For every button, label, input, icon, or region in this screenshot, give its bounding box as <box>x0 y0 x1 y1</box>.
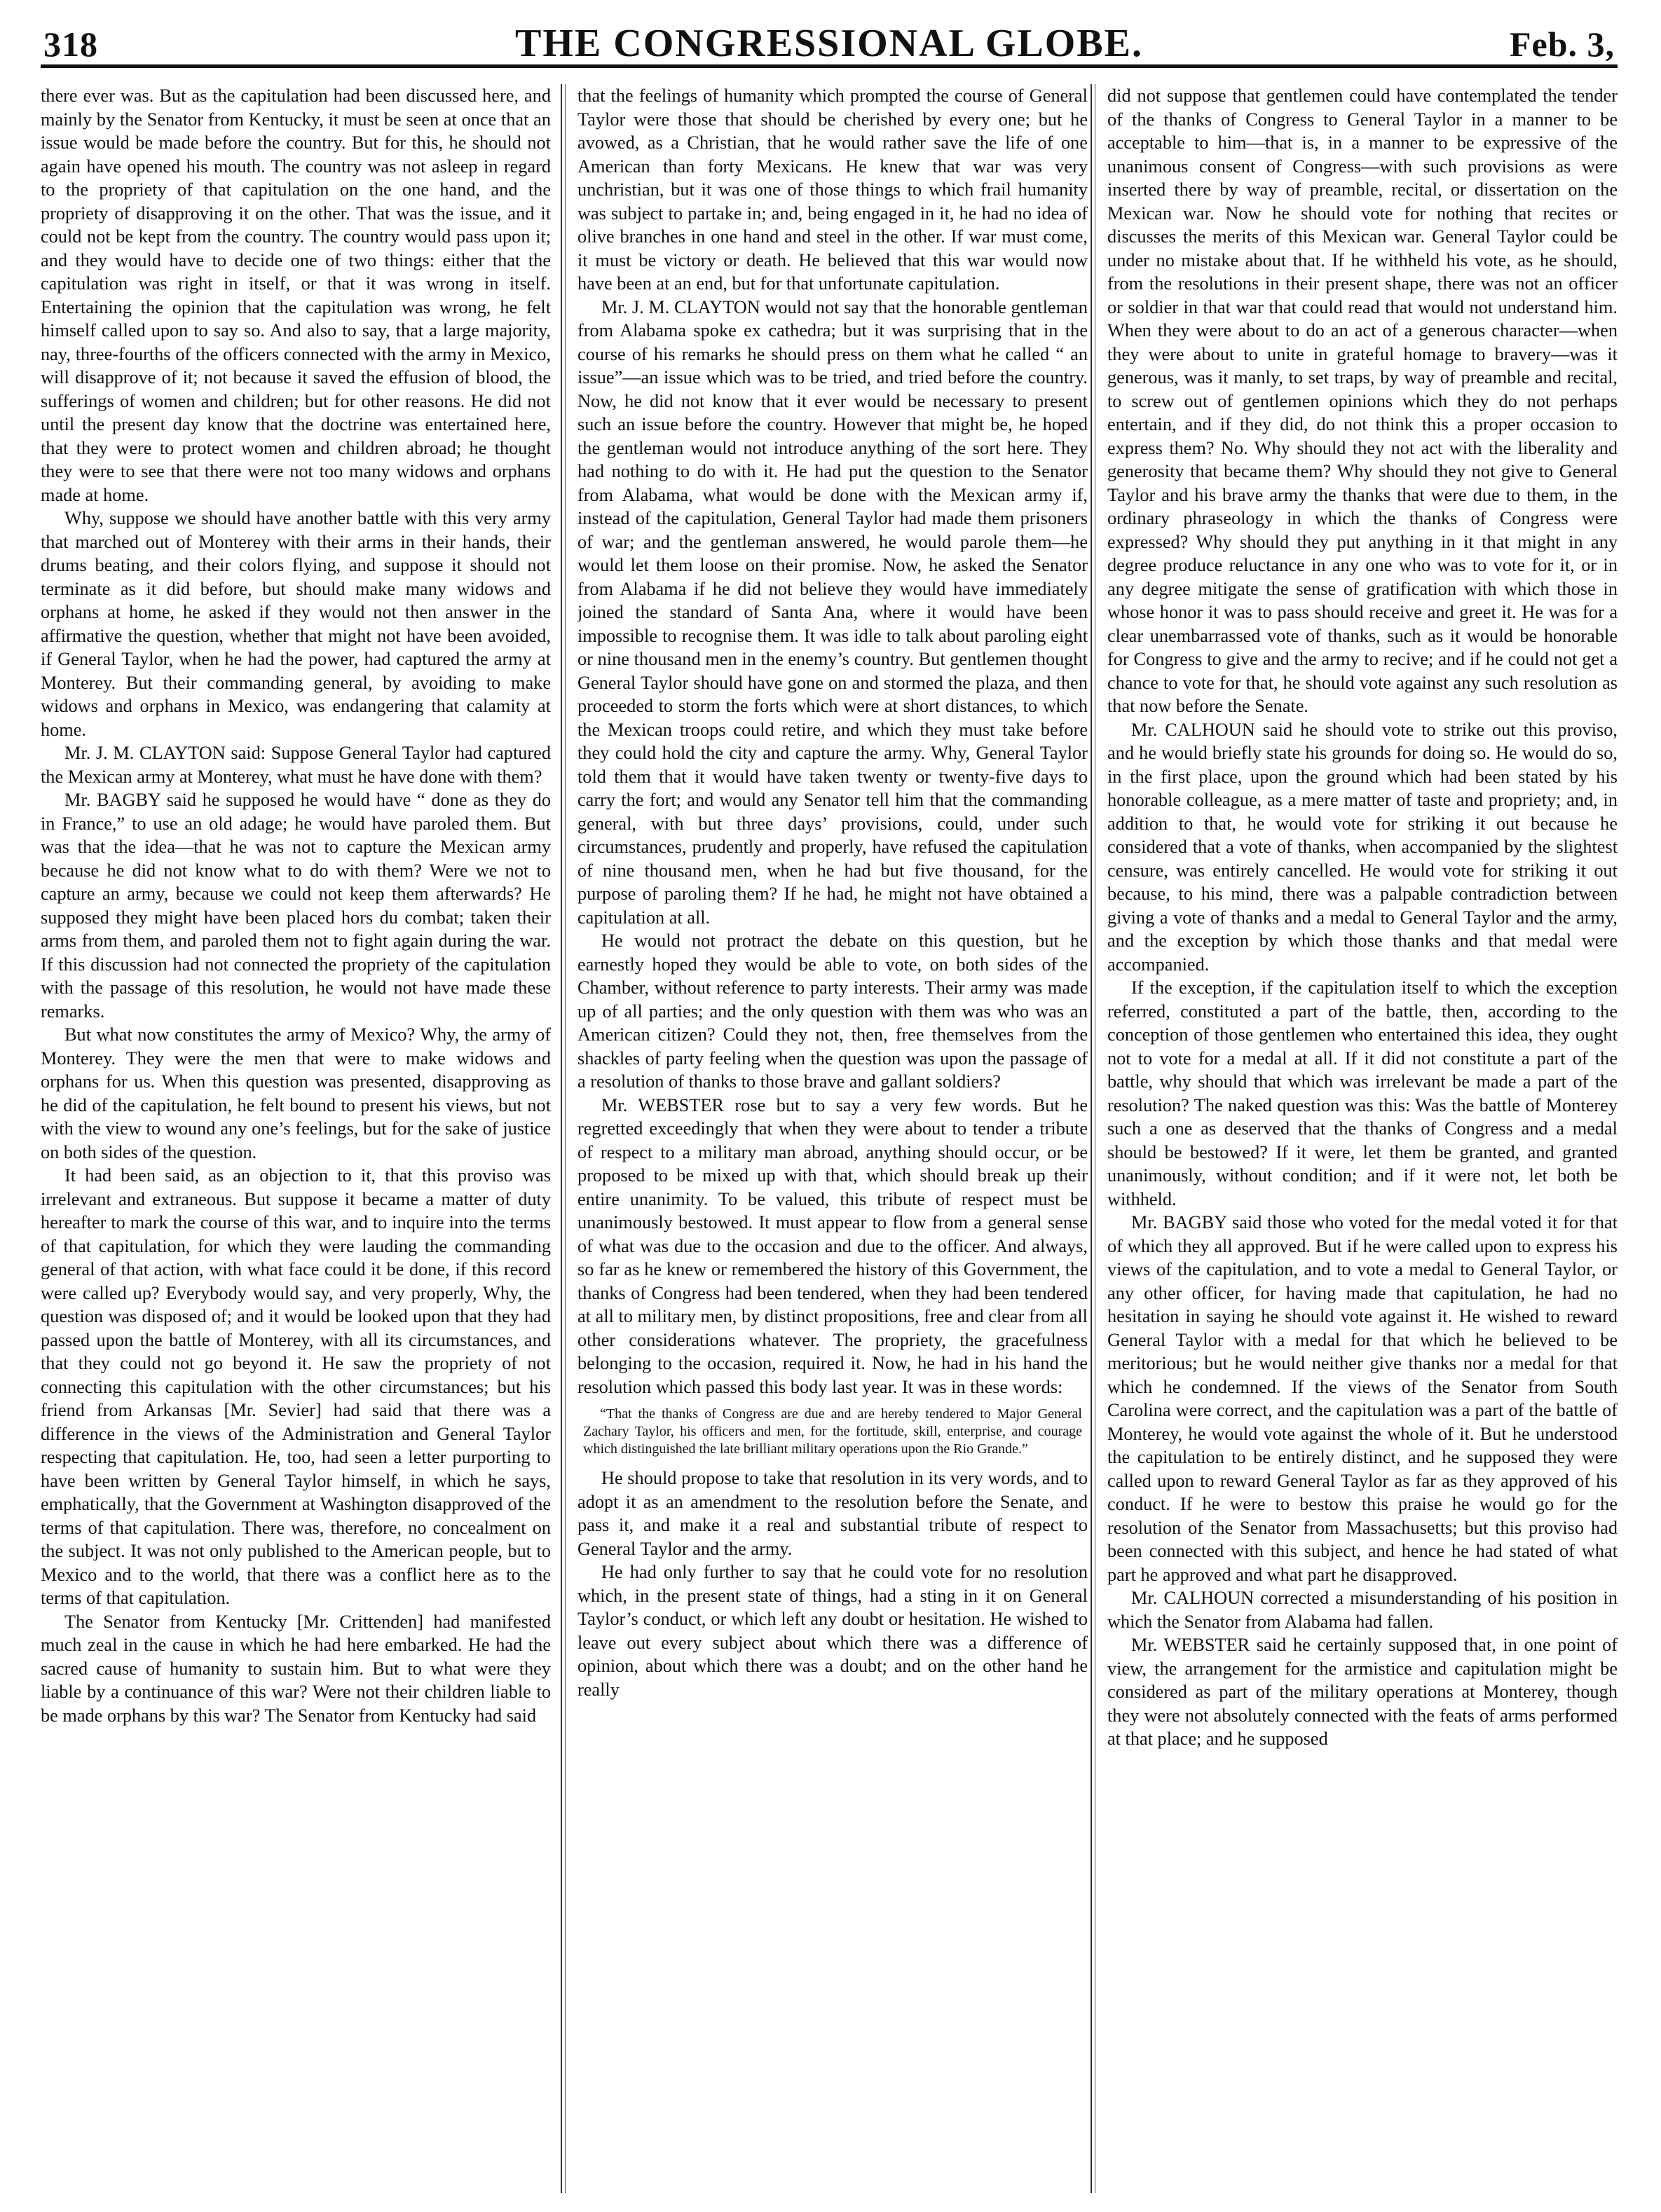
paragraph: Mr. CALHOUN said he should vote to strike out this proviso, and he would briefly state his grounds for doing so. He would do so, in the first place, upon the ground which had been stated by his honorable colleague, as a mere matter of taste and propriety; and, in addition to that, he would vote for striking it out because he considered that a vote of thanks, when accompanied by the slightest censure, was entirely cancelled. He would vote for striking it out because, to his mind, there was a palpable contradiction between giving a vote of thanks and a medal to General Taylor and the army, and the exception by which those thanks and that medal were accompanied. <box>1107 719 1618 975</box>
paragraph: If the exception, if the capitulation itself to which the exception referred, constituted a part of the battle, then, according to the conception of those gentlemen who entertained this idea, they ought not to vote for a medal at all. If it did not constitute a part of the battle, why should that which was irrelevant be made a part of the resolution? The naked question was this: Was the battle of Monterey such a one as deserved that the thanks of Congress and a medal should be bestowed? If it were, let them be granted, and granted unanimously, without condition; and if it were not, let both be withheld. <box>1107 977 1618 1209</box>
paragraph: Mr. J. M. CLAYTON said: Suppose General Taylor had captured the Mexican army at Monterey, what must he have done with them? <box>41 743 551 787</box>
column-divider <box>561 84 566 2193</box>
paragraph: there ever was. But as the capitulation had been discussed here, and mainly by the Senator from Kentucky, it must be seen at once that an issue would be made before the country. But for this, he should not again have opened his mouth. The country was not asleep in regard to the propriety of that capitulation on the one hand, and the propriety of disapproving it on the other. That was the issue, and it could not be kept from the country. The country would pass upon it; and they would have to decide one of two things: either that the capitulation was right in itself, or that it was wrong in itself. Entertaining the opinion that the capitulation was wrong, he felt himself called upon to say so. And also to say, that a large majority, nay, three-fourths of the officers connected with the army in Mexico, will disapprove of it; not because it saved the effusion of blood, the sufferings of women and children; but for other reasons. He did not until the present day know that the doctrine was entertained here, that they were to protect women and children abroad; he thought they were to see that there were not too many widows and orphans made at home. <box>41 85 551 505</box>
page-number: 318 <box>43 25 98 64</box>
paragraph: Mr. WEBSTER rose but to say a very few words. But he regretted exceedingly that when they were about to tender a tribute of respect to a military man abroad, anything should occur, or be proposed to be mixed up with that, which should break up their entire unanimity. To be valued, this tribute of respect must be unanimously bestowed. It must appear to flow from a general sense of what was due to the occasion and due to the officer. And always, so far as he knew or remembered the history of this Government, the thanks of Congress had been tendered, when they had been tendered at all to military men, by distinct propositions, free and clear from all other considerations whatever. The propriety, the gracefulness belonging to the occasion, required it. Now, he had in his hand the resolution which passed this body last year. It was in these words: <box>577 1094 1088 1397</box>
paragraph: Mr. WEBSTER said he certainly supposed that, in one point of view, the arrangement for the armistice and capitulation might be considered as part of the military operations at Monterey, though they were not absolutely connected with the feats of arms performed at that place; and he supposed <box>1107 1635 1618 1749</box>
text-column-2 <box>577 84 1088 2193</box>
paragraph: He would not protract the debate on this question, but he earnestly hoped they would be able to vote, on both sides of the Chamber, without reference to party interests. Their army was made up of all parties; and the only question with them was who was an American citizen? Could they not, then, free themselves from the shackles of party feeling when the question was upon the passage of a resolution of thanks to those brave and gallant soldiers? <box>577 930 1088 1092</box>
paragraph: It had been said, as an objection to it, that this proviso was irrelevant and extraneous. But suppose it became a matter of duty hereafter to mark the course of this war, and to inquire into the terms of that capitulation, for which they were lauding the commanding general of that action, with what face could it be done, if this record were called up? Everybody would say, and very properly, Why, the question was disposed of; and it would be looked upon that they had passed upon the battle of Monterey, with all its circumstances, and that they could not go beyond it. He saw the propriety of not connecting this capitulation with the other circumstances; but his friend from Arkansas [Mr. Sevier] had said that there was a difference in the views of the Administration and General Taylor respecting that capitulation. He, too, had seen a letter purporting to have been written by General Taylor himself, in which he says, emphatically, that the Government at Washington disapproved of the terms of that capitulation. There was, therefore, no concealment on the subject. It was not only published to the American people, but to Mexico and to the world, that there was a conflict here as to the terms of that capitulation. <box>41 1165 551 1608</box>
paragraph: did not suppose that gentlemen could have contemplated the tender of the thanks of Congress to General Taylor in a manner to be acceptable to him—that is, in a manner to be expressive of the unanimous consent of Congress—with such provisions as were inserted there by way of preamble, recital, or dissertation on the Mexican war. Now he should vote for nothing that recites or discusses the merits of this Mexican war. General Taylor could be under no mistake about that. If he withheld his vote, as he should, from the resolutions in their present shape, there was not an officer or soldier in that war that could read that would not understand him. When they were about to do an act of a generous character—when they were about to unite in grateful homage to bravery—was it generous, was it manly, to set traps, by way of preamble and recital, to screw out of gentlemen opinions which they do not perhaps entertain, and if they did, do not think this a proper occasion to express them? No. Why should they not act with the liberality and generosity that became them? Why should they not give to General Taylor and his brave army the thanks that were due to them, in the ordinary phraseology in which the thanks of Congress were expressed? Why should they put anything in it that might in any degree produce reluctance in any one who was to vote for it, or in any degree mitigate the sense of gratification with which those in whose honor it was to pass should receive and greet it. He was for a clear unembarrassed vote of thanks, such as it would be honorable for Congress to give and the army to recive; and if he could not get a chance to vote for that, he should vote against any such resolution as that now before the Senate. <box>1107 85 1618 716</box>
quoted-resolution: “That the thanks of Congress are due and are hereby tendered to Major General Zachary Taylor, his officers and men, for the fortitude, skill, enterprise, and courage which distinguished the late brilliant military operations upon the Rio Grande.” <box>583 1406 1082 1457</box>
paragraph: The Senator from Kentucky [Mr. Crittenden] had manifested much zeal in the cause in which he had here embarked. He had the sacred cause of humanity to sustain him. But to what were they liable by a continuance of this war? Were not their children liable to be made orphans by this war? The Senator from Kentucky had said <box>41 1611 551 1726</box>
paragraph: that the feelings of humanity which prompted the course of General Taylor were those that should be cherished by every one; but he avowed, as a Christian, that he would rather save the life of one American than forty Mexicans. He knew that war was very unchristian, but it was one of those things to which frail humanity was subject to partake in; and, being engaged in it, he had no idea of olive branches in one hand and steel in the other. If war must come, it must be victory or death. He believed that this war would now have been at an end, but for that unfortunate capitulation. <box>577 85 1088 294</box>
paragraph: He had only further to say that he could vote for no resolution which, in the present state of things, had a sting in it on General Taylor’s conduct, or which left any doubt or hesitation. He wished to leave out every subject about which there was a difference of opinion, about which there was a doubt; and on the other hand he really <box>577 1562 1088 1700</box>
page-header <box>41 21 1618 68</box>
text-column-1 <box>41 84 551 2193</box>
paragraph: Mr. J. M. CLAYTON would not say that the honorable gentleman from Alabama spoke ex cathedra; but it was surprising that in the course of his remarks he should press on them what he called “ an issue”—an issue which was to be tried, and tried before the country. Now, he did not know that it ever would be necessary to present such an issue before the country. However that might be, he hoped the gentleman would not introduce anything of the sort here. They had nothing to do with it. He had put the question to the Senator from Alabama, what would be done with the Mexican army if, instead of the capitulation, General Taylor had made them prisoners of war; and the gentleman answered, he would parole them—he would let them loose on their promise. Now, he asked the Senator from Alabama if he did not believe they would have immediately joined the standard of Santa Ana, where it would have been impossible to recognise them. It was idle to talk about paroling eight or nine thousand men in the enemy’s country. But gentlemen thought General Taylor should have gone on and stormed the plaza, and then proceeded to storm the forts which were at short distances, to which the Mexican troops could retire, and which they must take before they could hold the city and capture the army. Why, General Taylor told them that it would have taken twenty or twenty-five days to carry the fort; and would any Senator tell him that the commanding general, with but three days’ provisions, could, under such circumstances, prudently and properly, have refused the capitulation of nine thousand men, when he had but five thousand, for the purpose of paroling them? If he had, he might not have obtained a capitulation at all. <box>577 296 1088 928</box>
text-column-3 <box>1107 84 1618 2193</box>
column-divider <box>1091 84 1095 2193</box>
paragraph: Mr. BAGBY said those who voted for the medal voted it for that of which they all approved. But if he were called upon to express his views of the capitulation, and to vote a medal to General Taylor, or any other officer, for having made that capitulation, he had no hesitation in saying he should vote against it. He wished to reward General Taylor with a medal for that which he believed to be meritorious; but he would neither give thanks nor a medal for that which he condemned. If the views of the Senator from South Carolina were correct, and the capitulation was a part of the battle of Monterey, he would vote against the whole of it. But he understood the capitulation to be entirely distinct, and he supposed they were called upon to reward General Taylor as far as they approved of his conduct. If he were to bestow this praise he would go for the resolution of the Senator from Massachusetts; but this proviso had been connected with this subject, and hence he had stated of what part he approved and what part he disapproved. <box>1107 1212 1618 1585</box>
masthead-title: THE CONGRESSIONAL GLOBE. <box>514 22 1143 65</box>
paragraph: He should propose to take that resolution in its very words, and to adopt it as an amendment to the resolution before the Senate, and pass it, and make it a real and substantial tribute of respect to General Taylor and the army. <box>577 1468 1088 1559</box>
paragraph: But what now constitutes the army of Mexico? Why, the army of Monterey. They were the men that were to make widows and orphans for us. When this question was presented, disapproving as he did of the capitulation, he felt bound to present his views, but not with the view to wound any one’s feelings, but for the sake of justice on both sides of the question. <box>41 1024 551 1162</box>
paragraph: Mr. BAGBY said he supposed he would have “ done as they do in France,” to use an old adage; he would have paroled them. But was that the idea—that he was not to capture the Mexican army because he did not know what to do with them? Were we not to capture an army, because we could not keep them afterwards? He supposed they might have been placed hors du combat; taken their arms from them, and paroled them not to fight again during the war. If this discussion had not connected the propriety of the capitulation with the passage of this resolution, he would not have made these remarks. <box>41 790 551 1022</box>
paragraph: Mr. CALHOUN corrected a misunderstanding of his position in which the Senator from Alabama had fallen. <box>1107 1588 1618 1632</box>
paragraph: Why, suppose we should have another battle with this very army that marched out of Monterey with their arms in their hands, their drums beating, and their colors flying, and suppose it should not terminate as it did before, but should make many widows and orphans at home, he asked if they would not then answer in the affirmative the question, whether that might not have been avoided, if General Taylor, when he had the power, had captured the army at Monterey. But their commanding general, by avoiding to make widows and orphans in Mexico, was endangering that calamity at home. <box>41 508 551 740</box>
issue-date: Feb. 3, <box>1509 25 1615 64</box>
